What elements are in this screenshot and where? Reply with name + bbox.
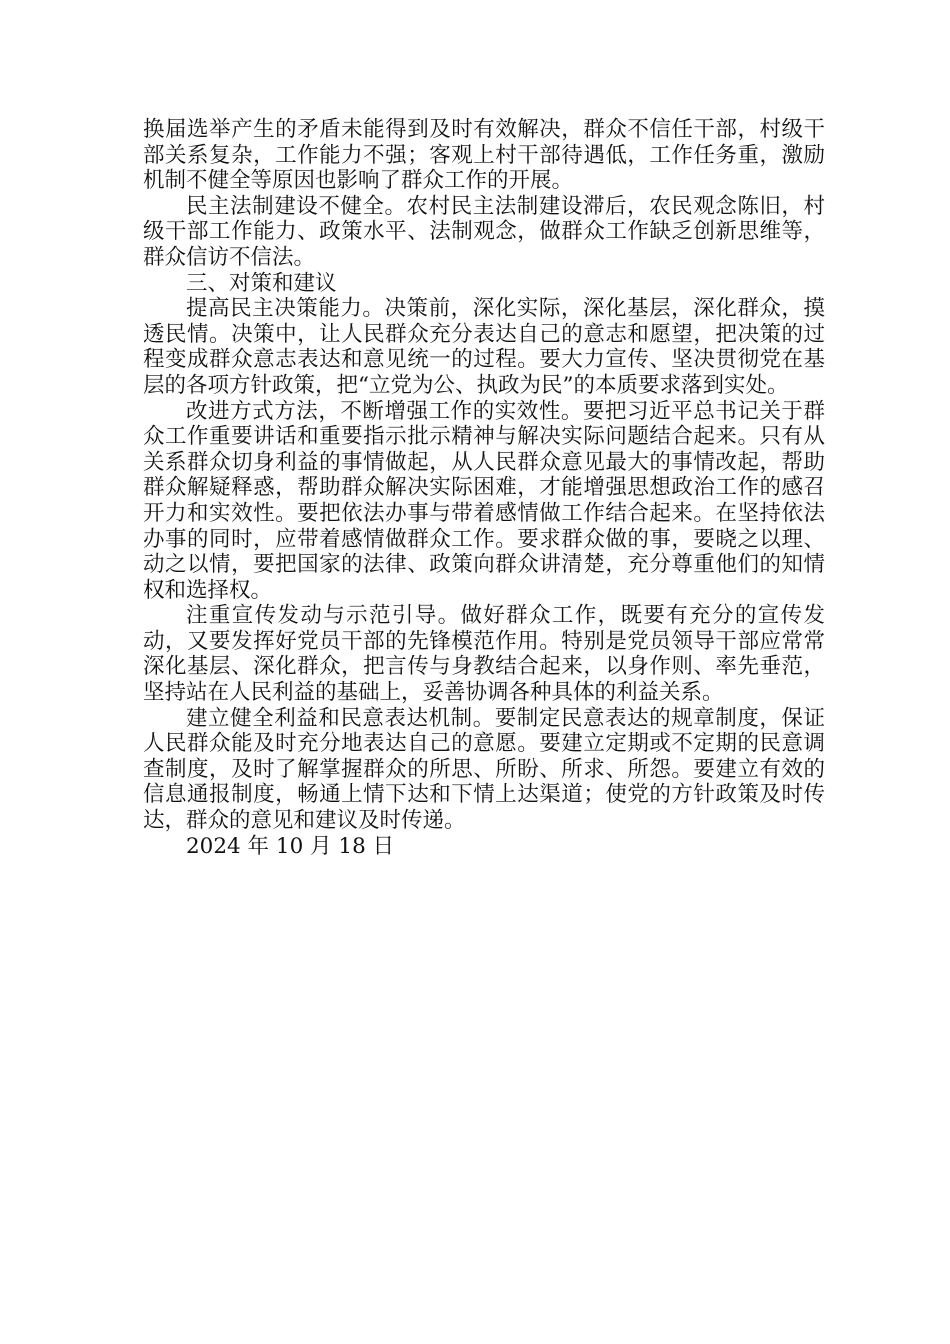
paragraph-methods: 改进方式方法，不断增强工作的实效性。要把习近平总书记关于群众工作重要讲话和重要指示批示精神与解决实际问题结合起来。只有从关系群众切身利益的事情做起，从人民群众意见最大的事情改起，帮助群众解疑释惑，帮助群众解决实际困难，才能增强思想政治工作的感召开力和实效性。要把依法办事与带着感情做工作结合起来。在坚持依法办事的同时，应带着感情做群众工作。要求群众做的事，要晓之以理、动之以情，要把国家的法律、政策向群众讲清楚，充分尊重他们的知情权和选择权。 (143, 398, 825, 603)
paragraph-expression-mechanism: 建立健全利益和民意表达机制。要制定民意表达的规章制度，保证人民群众能及时充分地表达自己的意愿。要建立定期或不定期的民意调查制度，及时了解掌握群众的所思、所盼、所求、所怨。要建立有效的信息通报制度，畅通上情下达和下情上达渠道；使党的方针政策及时传达，群众的意见和建议及时传递。 (143, 705, 825, 834)
document-body (143, 117, 825, 859)
section-heading: 三、对策和建议 (186, 270, 337, 296)
paragraph-democracy-law: 民主法制建设不健全。农村民主法制建设滞后，农民观念陈旧，村级干部工作能力、政策水平、法制观念，做群众工作缺乏创新思维等，群众信访不信法。 (143, 193, 825, 270)
paragraph-publicity: 注重宣传发动与示范引导。做好群众工作，既要有充分的宣传发动，又要发挥好党员干部的先锋模范作用。特别是党员领导干部应常常深化基层、深化群众，把言传与身教结合起来，以身作则、率先垂范，坚持站在人民利益的基础上，妥善协调各种具体的利益关系。 (143, 603, 825, 706)
paragraph-continuation: 换届选举产生的矛盾未能得到及时有效解决，群众不信任干部，村级干部关系复杂，工作能力不强；客观上村干部待遇低，工作任务重，激励机制不健全等原因也影响了群众工作的开展。 (143, 117, 825, 194)
document-date: 2024 年 10 月 18 日 (186, 833, 395, 859)
paragraph-decision-making: 提高民主决策能力。决策前，深化实际，深化基层，深化群众，摸透民情。决策中，让人民群众充分表达自己的意志和愿望，把决策的过程变成群众意志表达和意见统一的过程。要大力宣传、坚决贯彻党在基层的各项方针政策，把“立党为公、执政为民”的本质要求落到实处。 (143, 296, 825, 398)
